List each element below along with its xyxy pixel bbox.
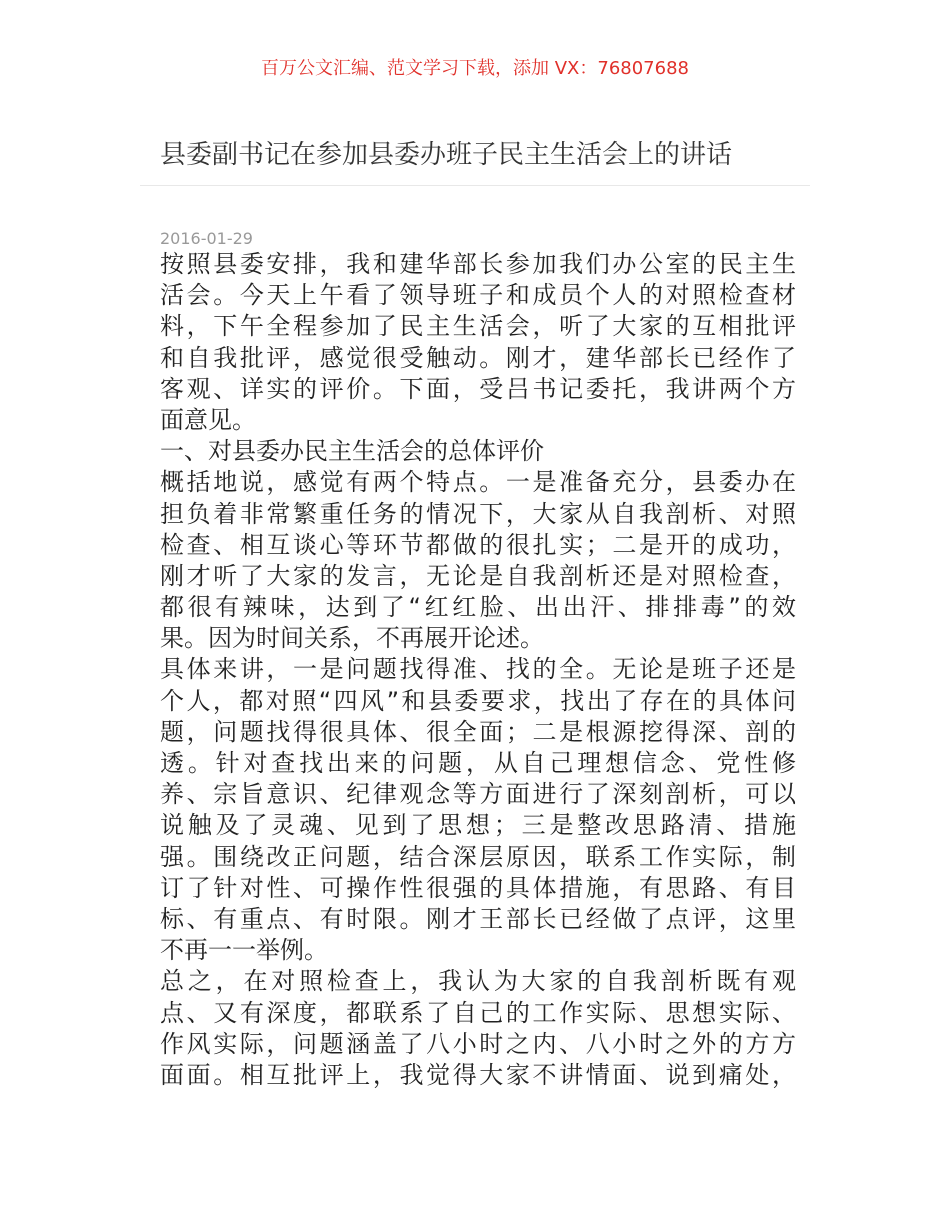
text-line: 强。围绕改正问题，结合深层原因，联系工作实际，制 <box>160 842 796 871</box>
text-line: 刚才听了大家的发言，无论是自我剖析还是对照检查， <box>160 561 796 590</box>
text-line: 担负着非常繁重任务的情况下，大家从自我剖析、对照 <box>160 499 796 528</box>
text-line: 检查、相互谈心等环节都做的很扎实；二是开的成功， <box>160 530 796 559</box>
text-line: 说触及了灵魂、见到了思想；三是整改思路清、措施 <box>160 811 796 840</box>
text-line: 客观、详实的评价。下面，受吕书记委托，我讲两个方 <box>160 374 796 403</box>
paragraph-summary <box>160 966 796 1091</box>
text-line: 和自我批评，感觉很受触动。刚才，建华部长已经作了 <box>160 343 796 372</box>
text-line: 概括地说，感觉有两个特点。一是准备充分，县委办在 <box>160 468 796 497</box>
text-line: 标、有重点、有时限。刚才王部长已经做了点评，这里 <box>160 904 796 933</box>
text-line: 料，下午全程参加了民主生活会，听了大家的互相批评 <box>160 312 796 341</box>
text-line: 按照县委安排，我和建华部长参加我们办公室的民主生 <box>160 250 796 278</box>
text-line: 订了针对性、可操作性很强的具体措施，有思路、有目 <box>160 873 796 902</box>
title-divider <box>140 185 810 186</box>
text-line: 个人，都对照“四风”和县委要求，找出了存在的具体问 <box>160 686 796 715</box>
text-line: 果。因为时间关系，不再展开论述。 <box>160 624 544 653</box>
section-heading <box>160 436 796 467</box>
paragraph-intro <box>160 249 796 436</box>
article-date: 2016-01-29 <box>160 229 253 248</box>
text-line: 都很有辣味，达到了“红红脸、出出汗、排排毒”的效 <box>160 593 796 622</box>
text-line: 活会。今天上午看了领导班子和成员个人的对照检查材 <box>160 281 796 310</box>
article-title: 县委副书记在参加县委办班子民主生活会上的讲话 <box>160 140 733 170</box>
paragraph-overview <box>160 467 796 654</box>
text-line: 点、又有深度，都联系了自己的工作实际、思想实际、 <box>160 998 796 1027</box>
text-line: 作风实际，问题涵盖了八小时之内、八小时之外的方方 <box>160 1029 796 1058</box>
paragraph-details <box>160 654 796 966</box>
watermark-banner: 百万公文汇编、范文学习下载，添加 VX：76807688 <box>261 58 689 79</box>
article-body <box>160 249 796 1091</box>
text-line: 不再一一举例。 <box>160 936 328 965</box>
text-line: 面意见。 <box>160 405 256 434</box>
text-line: 具体来讲，一是问题找得准、找的全。无论是班子还是 <box>160 655 796 684</box>
text-line: 养、宗旨意识、纪律观念等方面进行了深刻剖析，可以 <box>160 780 796 809</box>
text-line: 题，问题找得很具体、很全面；二是根源挖得深、剖的 <box>160 717 796 746</box>
text-line: 面面。相互批评上，我觉得大家不讲情面、说到痛处， <box>160 1060 796 1089</box>
text-line: 透。针对查找出来的问题，从自己理想信念、党性修 <box>160 749 796 777</box>
text-line: 总之，在对照检查上，我认为大家的自我剖析既有观 <box>160 967 796 996</box>
text-line: 一、对县委办民主生活会的总体评价 <box>160 437 544 466</box>
